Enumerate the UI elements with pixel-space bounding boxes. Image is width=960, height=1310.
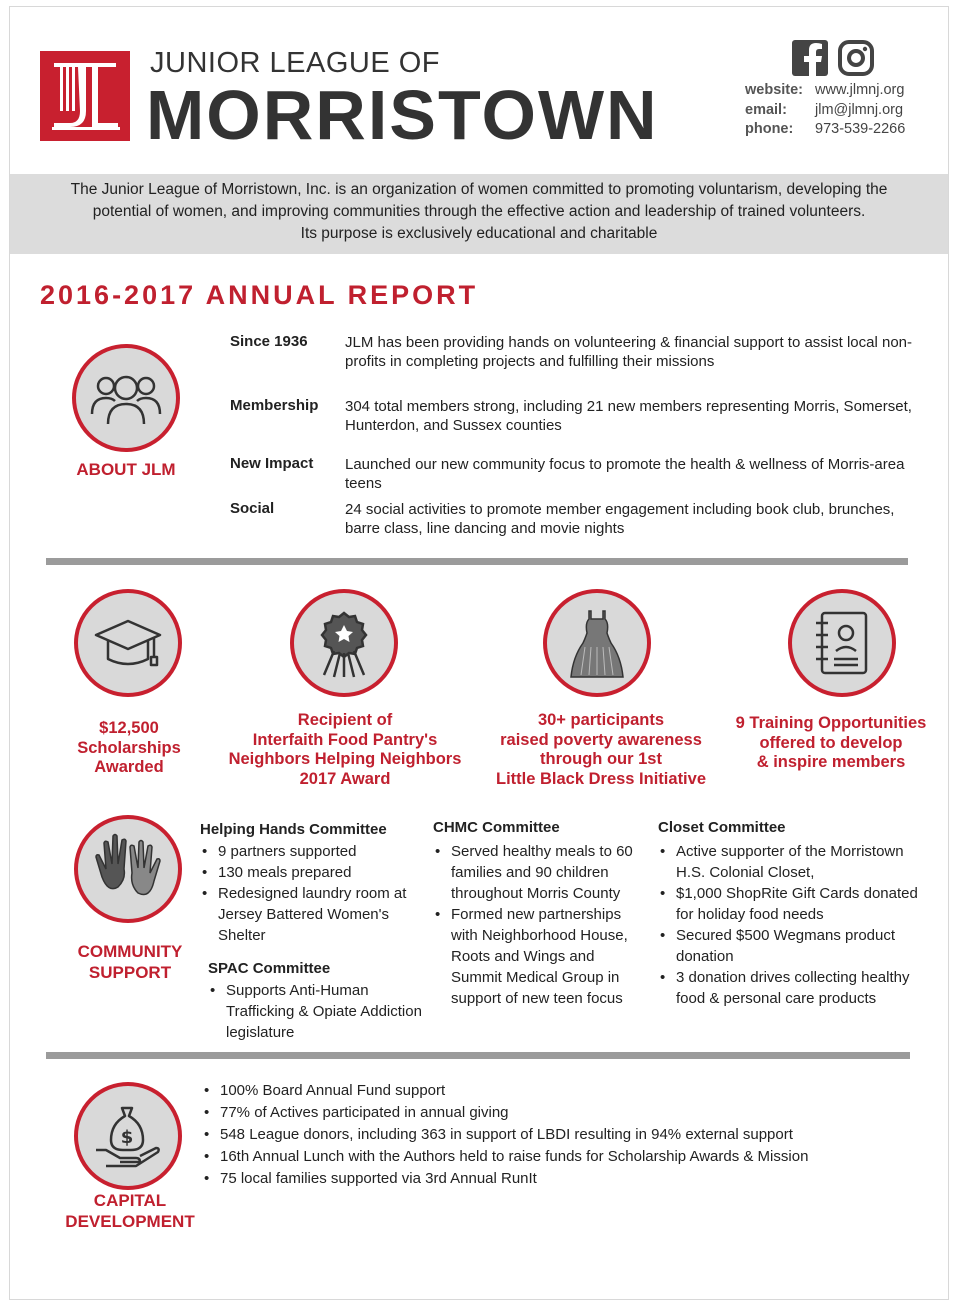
highlight-line: through our 1st	[540, 750, 662, 768]
committee-title: Helping Hands Committee	[200, 821, 387, 838]
about-label: Social	[230, 500, 275, 517]
graduation-cap-icon	[92, 607, 164, 679]
committee-list	[433, 841, 648, 1009]
list-item: • Formed new partnerships with Neighborhood House, Roots and Wings and Summit Medical Group in support of new teen focus	[433, 904, 648, 1009]
mission-line: potential of women, and improving communities through the effective action and leadership of trained volunteers.	[92, 203, 866, 220]
caption-line: DEVELOPMENT	[65, 1212, 195, 1231]
phone-number: 973-539-2266	[815, 121, 906, 137]
helping-hands-icon	[92, 833, 164, 905]
list-item: • 16th Annual Lunch with the Authors held to raise funds for Scholarship Awards & Mission	[202, 1146, 922, 1168]
highlight-training	[718, 714, 944, 773]
highlight-line: Little Black Dress Initiative	[496, 769, 706, 788]
list-item: • 3 donation drives collecting healthy food & personal care products	[658, 967, 936, 1009]
contact-phone: phone: 973-539-2266	[745, 121, 906, 137]
highlight-scholarships	[46, 719, 212, 778]
social-links	[786, 40, 874, 76]
list-item: • 130 meals prepared	[200, 862, 440, 883]
notebook-icon	[806, 607, 878, 679]
committee-list	[658, 841, 936, 1009]
about-text: Launched our new community focus to promote the health & wellness of Morris-area teens	[345, 456, 905, 492]
list-item: • 9 partners supported	[200, 841, 440, 862]
highlight-line: Recipient of	[297, 711, 393, 729]
award-ribbon-icon	[308, 607, 380, 679]
report-title: 2016-2017 ANNUAL REPORT	[40, 280, 479, 310]
highlight-circle	[74, 589, 182, 697]
committee-title: SPAC Committee	[208, 960, 331, 977]
capital-list	[202, 1080, 922, 1190]
contact-website: website: www.jlmnj.org	[745, 82, 905, 98]
committee-chmc	[433, 819, 648, 1009]
about-text: 24 social activities to promote member engagement including book club, brunches, barre class, line dancing and movie nights	[345, 501, 895, 537]
facebook-icon[interactable]	[792, 40, 828, 76]
caption-line: CAPITAL	[93, 1191, 167, 1210]
highlight-line: $12,500	[99, 719, 159, 737]
highlight-line: 9 Training Opportunities	[735, 714, 927, 732]
committee-list	[208, 980, 448, 1043]
about-label: Membership	[230, 397, 319, 414]
about-text: JLM has been providing hands on volunteering & financial support to assist local non-profits in completing projects and fulfilling their missions	[345, 334, 913, 370]
annual-report-page	[9, 6, 949, 1300]
about-circle	[72, 344, 180, 452]
highlight-line: Scholarships	[77, 738, 181, 757]
highlight-dress-initiative	[484, 711, 718, 789]
section-divider	[46, 558, 908, 565]
jl-logo	[40, 51, 130, 141]
highlight-line: raised poverty awareness	[500, 730, 702, 749]
highlight-line: & inspire members	[756, 753, 906, 771]
section-divider	[46, 1052, 910, 1059]
highlight-award	[214, 711, 476, 789]
capital-caption	[60, 1190, 200, 1232]
highlight-line: offered to develop	[759, 733, 903, 752]
list-item: • 75 local families supported via 3rd Annual RunIt	[202, 1168, 922, 1190]
list-item: • Served healthy meals to 60 families and 90 children throughout Morris County	[433, 841, 648, 904]
mission-line: Its purpose is exclusively educational and charitable	[300, 225, 658, 242]
about-label: Since 1936	[230, 333, 308, 350]
highlight-circle	[290, 589, 398, 697]
highlight-line: Neighbors Helping Neighbors	[228, 750, 462, 768]
money-bag-hand-icon	[92, 1100, 164, 1172]
capital-circle	[74, 1082, 182, 1190]
highlight-line: 30+ participants	[537, 711, 665, 729]
caption-line: SUPPORT	[88, 963, 172, 982]
highlight-line: Awarded	[94, 758, 164, 776]
community-caption	[60, 941, 200, 983]
org-name-line2: MORRISTOWN	[146, 76, 659, 154]
mission-line: The Junior League of Morristown, Inc. is an organization of women committed to promoting voluntarism, developing the	[70, 181, 888, 198]
caption-line: COMMUNITY	[77, 942, 183, 961]
jl-logo-mark-icon	[40, 51, 130, 141]
dress-icon	[561, 607, 633, 679]
list-item: • Secured $500 Wegmans product donation	[658, 925, 936, 967]
community-circle	[74, 815, 182, 923]
mission-statement	[10, 174, 948, 254]
about-label: New Impact	[230, 455, 314, 472]
committee-list	[200, 841, 440, 946]
committee-closet	[658, 819, 936, 1009]
highlight-line: 2017 Award	[299, 769, 391, 788]
about-text: 304 total members strong, including 21 new members representing Morris, Somerset, Hunterdon, and Sussex counties	[345, 398, 912, 434]
list-item: • Supports Anti-Human Trafficking & Opiate Addiction legislature	[208, 980, 438, 1043]
list-item: • $1,000 ShopRite Gift Cards donated for holiday food needs	[658, 883, 936, 925]
list-item: • 548 League donors, including 363 in support of LBDI resulting in 94% external support	[202, 1124, 922, 1146]
list-item: • Active supporter of the Morristown H.S. Colonial Closet,	[658, 841, 936, 883]
committee-title: CHMC Committee	[433, 819, 560, 836]
highlight-circle	[543, 589, 651, 697]
committee-spac	[208, 960, 448, 1043]
about-caption: ABOUT JLM	[76, 460, 176, 479]
contact-email: email: jlm@jlmnj.org	[745, 101, 904, 118]
website-link[interactable]: www.jlmnj.org	[815, 82, 905, 98]
email-link[interactable]: jlm@jlmnj.org	[815, 101, 904, 118]
instagram-icon[interactable]	[838, 40, 874, 76]
list-item: • 100% Board Annual Fund support	[202, 1080, 922, 1102]
contact-info	[745, 81, 905, 140]
committee-title: Closet Committee	[658, 819, 786, 836]
highlight-circle	[788, 589, 896, 697]
svg-text:$: $	[120, 1127, 134, 1148]
people-group-icon	[90, 362, 162, 434]
list-item: • 77% of Actives participated in annual giving	[202, 1102, 922, 1124]
org-name-line1: JUNIOR LEAGUE OF	[150, 47, 440, 79]
list-item: • Redesigned laundry room at Jersey Battered Women's Shelter	[200, 883, 428, 946]
highlight-line: Interfaith Food Pantry's	[252, 730, 438, 749]
committee-helping-hands	[200, 821, 440, 946]
